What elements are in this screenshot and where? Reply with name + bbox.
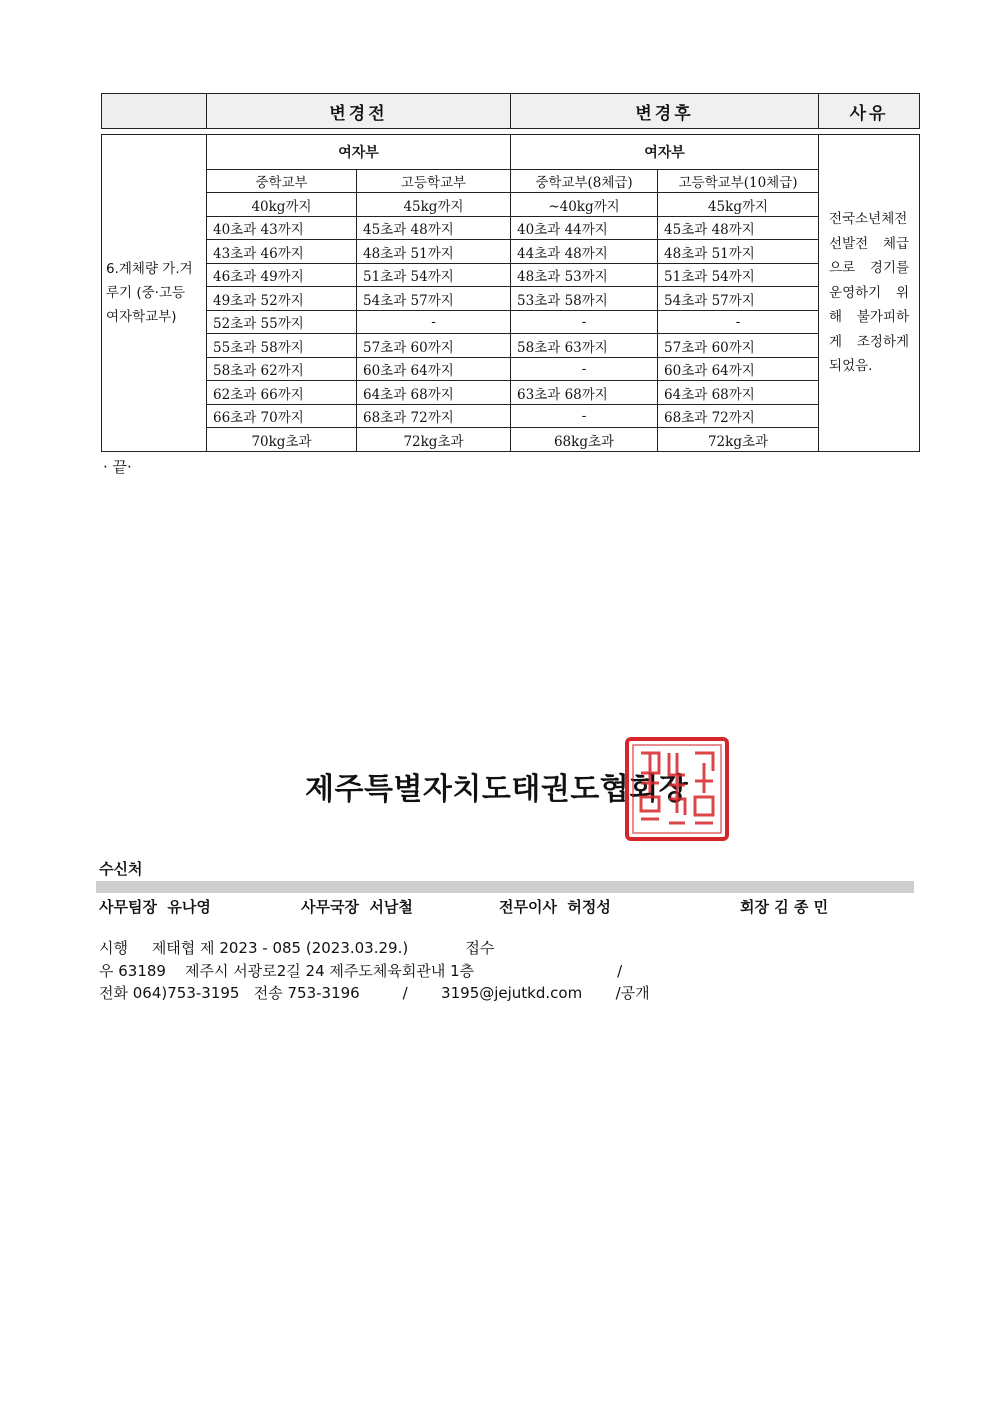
cell: 54초과 57까지: [357, 287, 511, 311]
signer-name: 서남철: [369, 898, 413, 916]
cell: -: [357, 310, 511, 334]
signer-4: [740, 896, 828, 917]
recipients-label: 수신처: [99, 860, 143, 878]
signer-role: 전무이사: [499, 898, 557, 916]
weight-class-table: [101, 134, 920, 452]
table-row: [102, 334, 920, 358]
reason-cell: 전국소년체전 선발전 체급으로 경기를 운영하기 위해 불가피하게 조정하게 되었음.: [819, 135, 920, 452]
signer-1: [99, 896, 211, 917]
cell: 48초과 53까지: [511, 263, 658, 287]
cell: 49초과 52까지: [207, 287, 357, 311]
after-group-label: 여자부: [511, 135, 819, 170]
table-row: [102, 428, 920, 452]
cell: 68kg초과: [511, 428, 658, 452]
table-row: [102, 287, 920, 311]
col-head: 고등학교부(10체급): [658, 169, 819, 193]
signer-role: 사무팀장: [99, 898, 157, 916]
header-after: 변경후: [511, 94, 819, 129]
cell: 58초과 62까지: [207, 357, 357, 381]
official-seal-icon: [625, 737, 729, 841]
header-blank-cell: [102, 94, 207, 129]
col-head: 고등학교부: [357, 169, 511, 193]
cell: 70kg초과: [207, 428, 357, 452]
cell: 62초과 66까지: [207, 381, 357, 405]
signer-name: 허정성: [567, 898, 611, 916]
cell: 68초과 72까지: [357, 404, 511, 428]
header-reason: 사유: [819, 94, 920, 129]
footer-contact-line: 전화 064)753-3195 전송 753-3196 / 3195@jejutkd.com /공개: [99, 984, 650, 1002]
divider-bar: [96, 881, 914, 893]
cell: 43초과 46까지: [207, 240, 357, 264]
signer-3: [499, 896, 611, 917]
table-row: [102, 193, 920, 217]
col-head-row: [102, 169, 920, 193]
end-mark: · 끝·: [103, 458, 132, 476]
cell: 52초과 55까지: [207, 310, 357, 334]
col-head: 중학교부: [207, 169, 357, 193]
cell: 45초과 48까지: [658, 216, 819, 240]
header-before: 변경전: [207, 94, 511, 129]
cell: 48초과 51까지: [658, 240, 819, 264]
cell: 64초과 68까지: [357, 381, 511, 405]
cell: -: [511, 357, 658, 381]
cell: 44초과 48까지: [511, 240, 658, 264]
before-group-label: 여자부: [207, 135, 511, 170]
cell: 40초과 43까지: [207, 216, 357, 240]
cell: 60초과 64까지: [658, 357, 819, 381]
cell: 45초과 48까지: [357, 216, 511, 240]
cell: 64초과 68까지: [658, 381, 819, 405]
cell: 51초과 54까지: [357, 263, 511, 287]
cell: 45kg까지: [658, 193, 819, 217]
cell: -: [511, 310, 658, 334]
table-row: [102, 404, 920, 428]
table-row: [102, 357, 920, 381]
cell: 68초과 72까지: [658, 404, 819, 428]
table-row: [102, 310, 920, 334]
header-table: [101, 93, 920, 129]
signer-2: [301, 896, 413, 917]
cell: 51초과 54까지: [658, 263, 819, 287]
cell: -: [658, 310, 819, 334]
cell: 57초과 60까지: [658, 334, 819, 358]
cell: 63초과 68까지: [511, 381, 658, 405]
footer-enforcement-line: 시행 제태협 제 2023 - 085 (2023.03.29.) 접수: [99, 939, 495, 957]
cell: 40kg까지: [207, 193, 357, 217]
signer-name: 유나영: [167, 898, 211, 916]
organization-name: 제주특별자치도태권도협회장: [305, 772, 689, 807]
cell: 60초과 64까지: [357, 357, 511, 381]
cell: -: [511, 404, 658, 428]
cell: 40초과 44까지: [511, 216, 658, 240]
table-row: [102, 381, 920, 405]
table-row: [102, 240, 920, 264]
cell: 66초과 70까지: [207, 404, 357, 428]
signer-role: 사무국장: [301, 898, 359, 916]
cell: 54초과 57까지: [658, 287, 819, 311]
category-cell: 6.계체량 가.겨루기 (중·고등 여자학교부): [102, 135, 207, 452]
table-row: [102, 263, 920, 287]
cell: 57초과 60까지: [357, 334, 511, 358]
signer-name: 김 종 민: [774, 898, 829, 916]
col-head: 중학교부(8체급): [511, 169, 658, 193]
cell: 53초과 58까지: [511, 287, 658, 311]
signer-role: 회장: [740, 898, 769, 916]
cell: 58초과 63까지: [511, 334, 658, 358]
cell: ~40kg까지: [511, 193, 658, 217]
cell: 72kg초과: [357, 428, 511, 452]
cell: 55초과 58까지: [207, 334, 357, 358]
cell: 72kg초과: [658, 428, 819, 452]
cell: 48초과 51까지: [357, 240, 511, 264]
footer-address-line: 우 63189 제주시 서광로2길 24 제주도체육회관내 1층 /: [99, 962, 623, 980]
cell: 46초과 49까지: [207, 263, 357, 287]
cell: 45kg까지: [357, 193, 511, 217]
table-row: [102, 216, 920, 240]
